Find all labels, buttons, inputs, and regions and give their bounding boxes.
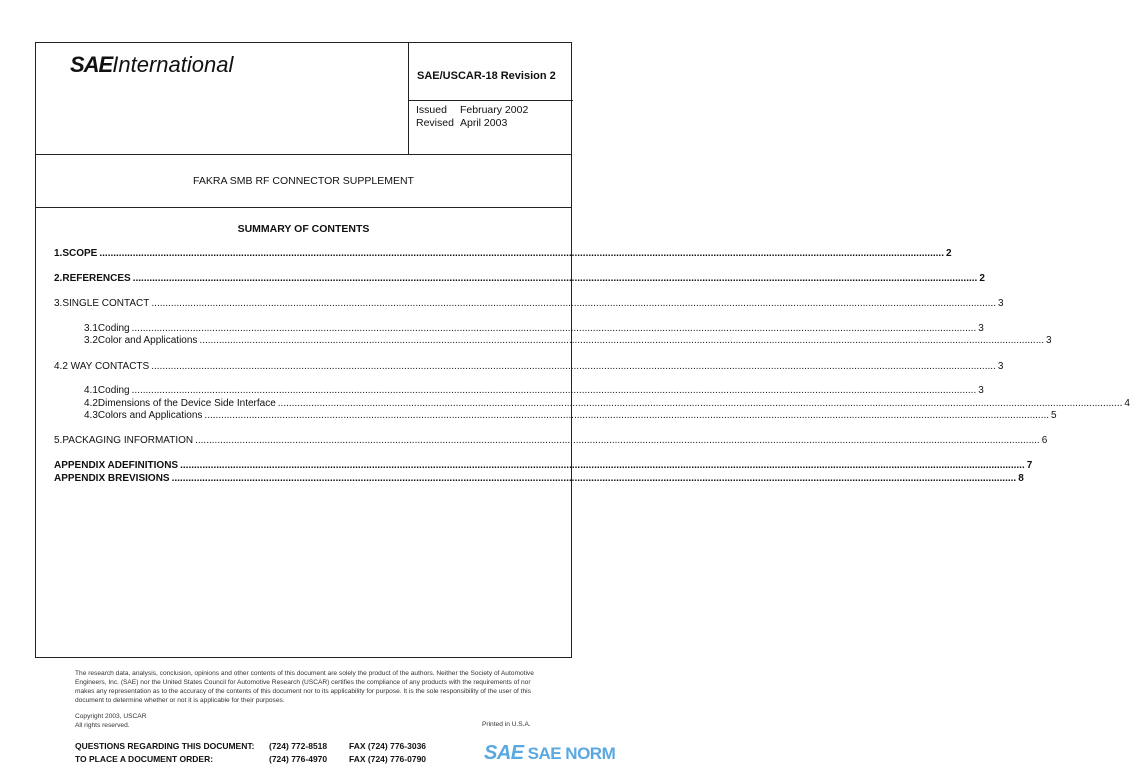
toc-entry[interactable] xyxy=(84,410,1057,421)
toc-leader xyxy=(133,273,978,284)
toc-number: 4. xyxy=(54,361,63,372)
document-number: SAE/USCAR-18 Revision 2 xyxy=(409,43,573,101)
printed-in: Printed in U.S.A. xyxy=(482,721,531,728)
order-fax: FAX (724) 776-0790 xyxy=(349,754,427,764)
order-label: TO PLACE A DOCUMENT ORDER: xyxy=(75,754,214,764)
dates xyxy=(416,104,528,130)
toc-page: 3 xyxy=(978,323,984,334)
toc-entry[interactable] xyxy=(54,298,1004,309)
sae-logo xyxy=(70,52,233,78)
rights-text: All rights reserved. xyxy=(75,722,130,729)
toc-label: Dimensions of the Device Side Interface xyxy=(97,398,276,409)
toc-page: 7 xyxy=(1026,460,1033,471)
watermark-sae: SAE xyxy=(484,742,524,764)
toc-entry[interactable] xyxy=(54,361,1004,372)
toc-leader xyxy=(151,298,996,309)
toc-leader xyxy=(199,335,1044,346)
toc-entry[interactable] xyxy=(84,385,984,396)
toc-label: Colors and Applications xyxy=(97,410,203,421)
toc-entry[interactable] xyxy=(54,473,1024,484)
toc-label: REVISIONS xyxy=(115,473,170,484)
toc-number: 5. xyxy=(54,435,63,446)
toc-label: Coding xyxy=(97,323,130,334)
toc-label: Color and Applications xyxy=(97,335,198,346)
toc-label: SCOPE xyxy=(62,248,98,259)
toc-page: 6 xyxy=(1041,435,1048,446)
toc-number: 3.2 xyxy=(84,335,98,346)
toc-number: 4.3 xyxy=(84,410,98,421)
toc-page: 2 xyxy=(945,248,952,259)
document-frame xyxy=(35,42,1130,658)
summary-heading: SUMMARY OF CONTENTS xyxy=(237,223,370,235)
toc-number: 4.1 xyxy=(84,385,98,396)
toc-page: 4 xyxy=(1124,398,1130,409)
copyright xyxy=(75,712,146,730)
toc-entry[interactable] xyxy=(84,323,984,334)
order-phone: (724) 776-4970 xyxy=(269,754,328,764)
toc-leader xyxy=(172,473,1017,484)
questions-phone: (724) 772-8518 xyxy=(269,741,328,751)
toc-leader xyxy=(132,323,977,334)
toc-page: 3 xyxy=(997,361,1004,372)
toc-leader xyxy=(151,361,996,372)
toc-label: Coding xyxy=(97,385,130,396)
toc-label: PACKAGING INFORMATION xyxy=(62,435,194,446)
watermark-norm: SAE NORM xyxy=(527,744,616,763)
toc-page: 3 xyxy=(998,298,1004,309)
toc-leader xyxy=(180,460,1025,471)
logo-bold: SAE xyxy=(70,52,113,77)
toc-label: DEFINITIONS xyxy=(114,460,179,471)
sae-norm-watermark xyxy=(484,742,615,765)
toc-label: 2 WAY CONTACTS xyxy=(62,361,150,372)
toc-leader xyxy=(99,248,944,259)
questions-label: QUESTIONS REGARDING THIS DOCUMENT: xyxy=(75,741,255,751)
disclaimer: The research data, analysis, conclusion, opinions and other contents of this document are solely the product of the authors. Neither the Society of Automotive Engineers, Inc. (SAE) nor the United States Council for Automotive Research (USCAR) certifies the compliance of any products with the requirements of nor makes any representation as to the accuracy of the contents of this document nor to its applicability for purpose. It is the sole responsibility of the user of this document to determine whether or not it is applicable for their purposes. xyxy=(75,670,534,704)
toc-leader xyxy=(278,398,1123,409)
document-title: FAKRA SMB RF CONNECTOR SUPPLEMENT xyxy=(36,154,571,208)
toc-page: 2 xyxy=(979,273,985,284)
toc-entry[interactable] xyxy=(54,273,985,284)
revised-date: April 2003 xyxy=(460,117,508,129)
toc-entry[interactable] xyxy=(54,435,1048,446)
toc-label: REFERENCES xyxy=(62,273,131,284)
questions-fax: FAX (724) 776-3036 xyxy=(349,741,427,751)
toc-page: 3 xyxy=(1046,335,1052,346)
toc-label: SINGLE CONTACT xyxy=(62,298,150,309)
toc-number: 1. xyxy=(54,248,63,259)
revised-label: Revised xyxy=(416,117,454,129)
toc-leader xyxy=(195,435,1040,446)
toc-number: 4.2 xyxy=(84,398,98,409)
logo-text: International xyxy=(112,52,234,77)
issued-date: February 2002 xyxy=(460,104,529,116)
toc-page: 5 xyxy=(1051,410,1057,421)
toc-entry[interactable] xyxy=(84,398,1130,409)
logo-cell xyxy=(36,43,409,154)
toc-number: 2. xyxy=(54,273,63,284)
toc-leader xyxy=(132,385,977,396)
toc-entry[interactable] xyxy=(54,248,952,259)
toc-leader xyxy=(204,410,1049,421)
toc-number: APPENDIX B xyxy=(54,473,116,484)
copyright-text: Copyright 2003, USCAR xyxy=(75,713,147,720)
toc-number: 3.1 xyxy=(84,323,98,334)
toc-page: 3 xyxy=(978,385,984,396)
toc-entry[interactable] xyxy=(54,460,1033,471)
toc-number: APPENDIX A xyxy=(54,460,115,471)
issued-label: Issued xyxy=(416,104,447,116)
toc-page: 8 xyxy=(1018,473,1024,484)
toc-entry[interactable] xyxy=(84,335,1052,346)
toc-number: 3. xyxy=(54,298,63,309)
